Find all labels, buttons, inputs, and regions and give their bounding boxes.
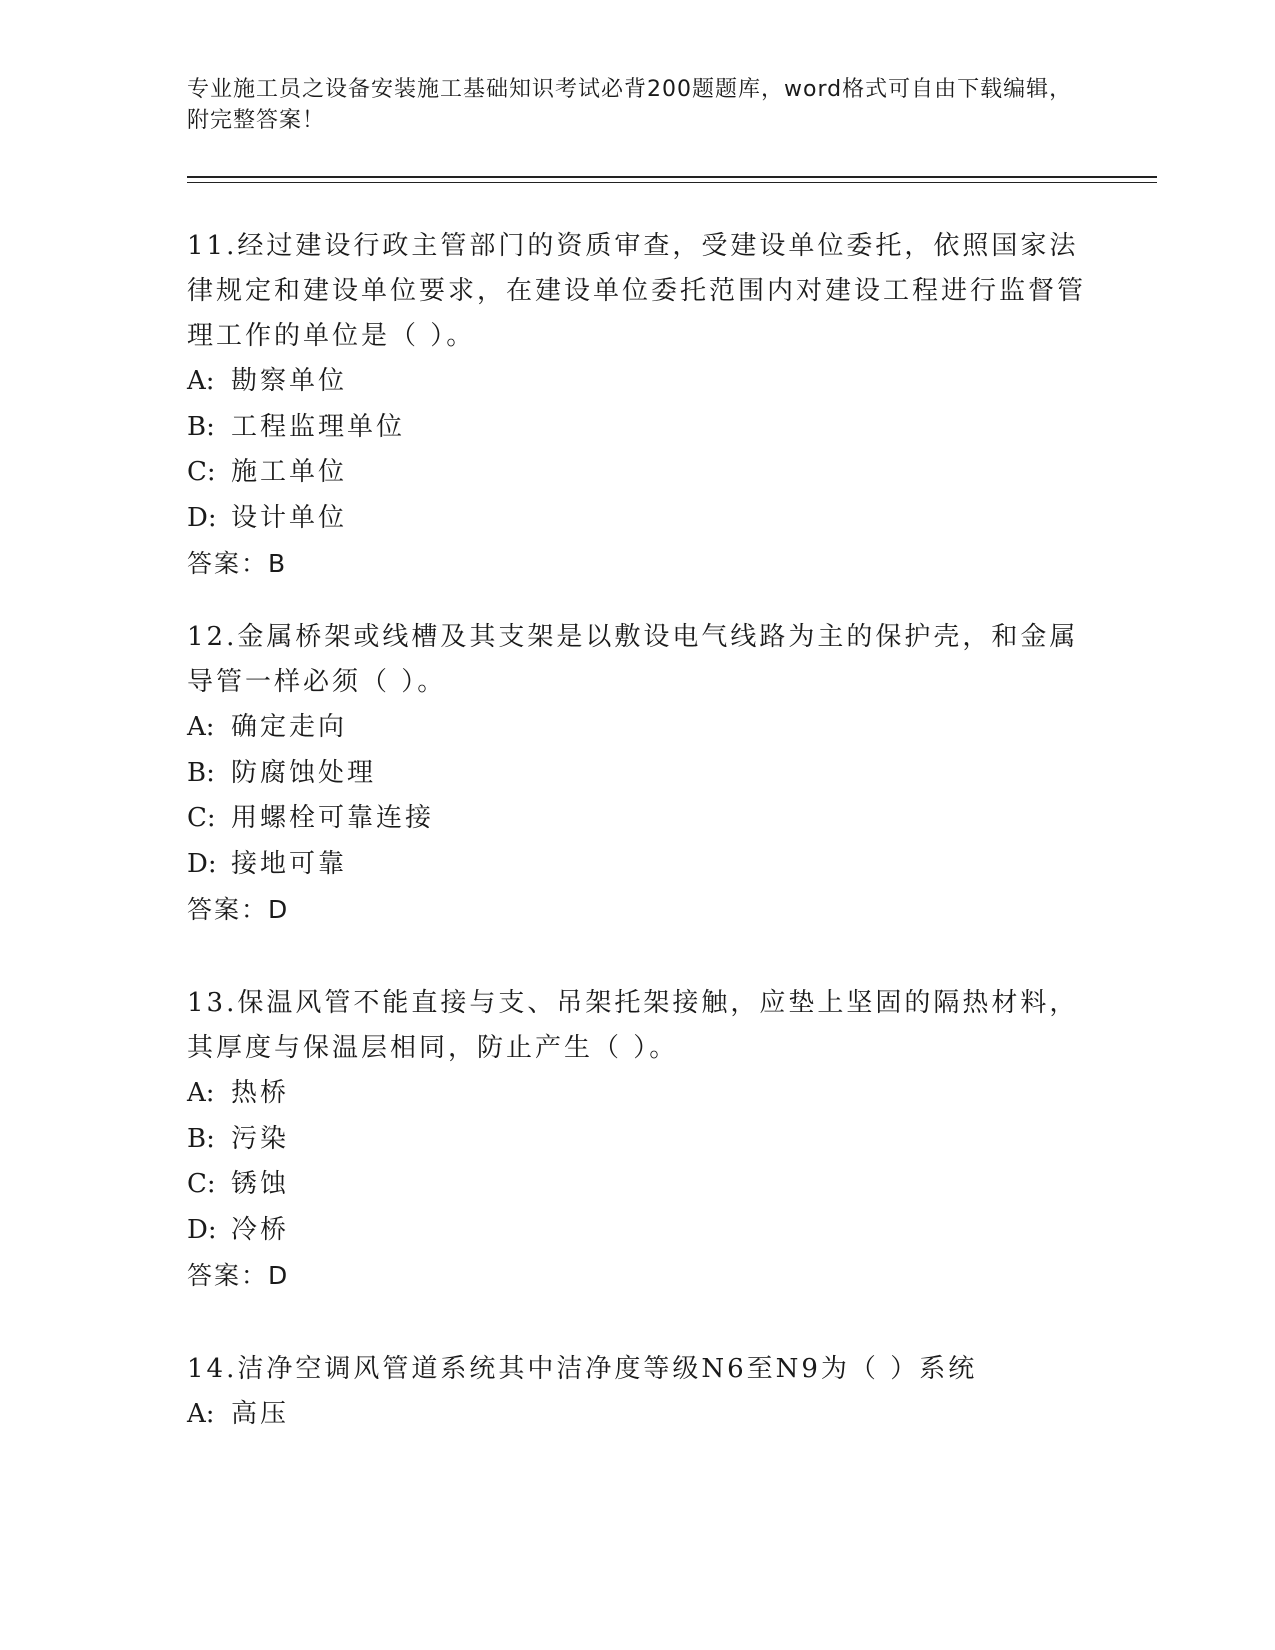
question-stem: 11.经过建设行政主管部门的资质审查，受建设单位委托，依照国家法律规定和建设单位要求，在建设单位委托范围内对建设工程进行监督管理工作的单位是（ ）。	[187, 231, 1087, 351]
option-a	[187, 359, 1087, 405]
option-text: 锈蚀	[231, 1169, 290, 1199]
option-text: 热桥	[231, 1078, 290, 1108]
option-key: B:	[187, 757, 215, 788]
question-stem: 14.洁净空调风管道系统其中洁净度等级N6至N9为（ ）系统	[187, 1354, 978, 1384]
option-c	[187, 1162, 1087, 1208]
option-d	[187, 496, 1087, 542]
option-key: D:	[187, 848, 217, 879]
option-a	[187, 1392, 1087, 1438]
answer-line: 答案：D	[187, 1261, 290, 1290]
question-14	[187, 1347, 1087, 1438]
question-stem: 12.金属桥架或线槽及其支架是以敷设电气线路为主的保护壳，和金属导管一样必须（ ）。	[187, 622, 1079, 697]
option-b	[187, 1117, 1087, 1163]
answer-line: 答案：D	[187, 895, 290, 924]
option-text: 设计单位	[231, 502, 348, 533]
option-key: A:	[187, 1399, 215, 1429]
option-key: A:	[187, 712, 215, 742]
option-key: C:	[187, 1169, 216, 1199]
option-text: 确定走向	[231, 712, 348, 742]
option-c	[187, 450, 1087, 496]
option-text: 防腐蚀处理	[231, 757, 377, 788]
option-key: D:	[187, 1214, 217, 1245]
option-text: 污染	[231, 1123, 290, 1154]
option-key: A:	[187, 1078, 215, 1108]
document-header: 专业施工员之设备安装施工基础知识考试必背200题题库，word格式可自由下载编辑，附完整答案！	[187, 77, 1073, 133]
question-13	[187, 981, 1087, 1299]
option-text: 施工单位	[231, 457, 348, 487]
option-c	[187, 796, 1087, 842]
option-key: C:	[187, 457, 216, 487]
option-a	[187, 705, 1087, 751]
option-text: 冷桥	[231, 1214, 290, 1245]
option-key: D:	[187, 502, 217, 533]
option-text: 用螺栓可靠连接	[231, 803, 435, 833]
option-key: A:	[187, 366, 215, 396]
option-text: 工程监理单位	[231, 411, 406, 442]
header-divider-thin	[187, 182, 1157, 183]
option-key: B:	[187, 1123, 215, 1154]
option-a	[187, 1071, 1087, 1117]
option-d	[187, 1208, 1087, 1254]
option-b	[187, 405, 1087, 451]
question-stem: 13.保温风管不能直接与支、吊架托架接触，应垫上坚固的隔热材料，其厚度与保温层相同，防止产生（ ）。	[187, 988, 1079, 1063]
header-divider-thick	[187, 176, 1157, 178]
question-12	[187, 615, 1087, 933]
option-key: B:	[187, 411, 215, 442]
option-text: 高压	[231, 1399, 290, 1429]
option-text: 勘察单位	[231, 366, 348, 396]
option-key: C:	[187, 803, 216, 833]
question-11	[187, 224, 1087, 587]
option-b	[187, 751, 1087, 797]
answer-line: 答案：B	[187, 549, 288, 578]
option-d	[187, 842, 1087, 888]
option-text: 接地可靠	[231, 848, 348, 879]
